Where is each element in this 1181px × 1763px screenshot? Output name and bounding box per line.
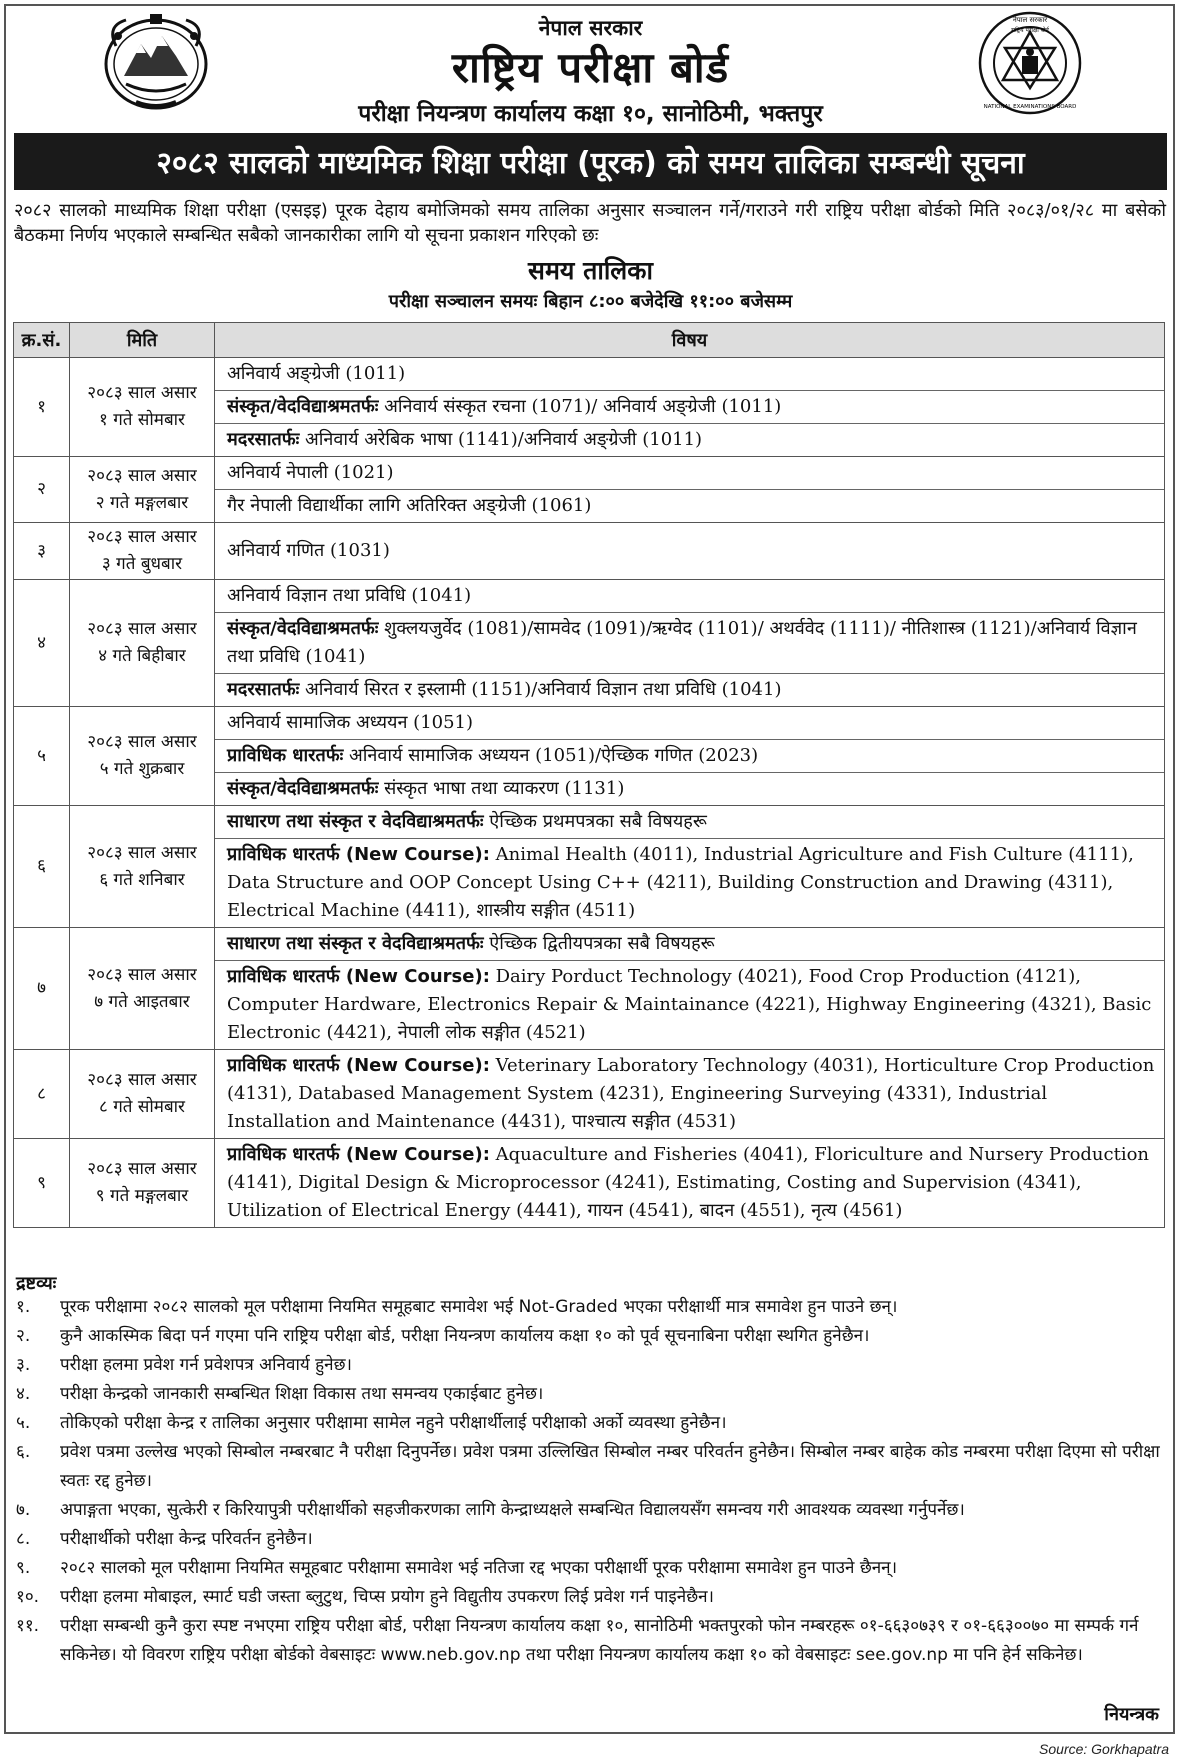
note-item xyxy=(16,1438,1166,1496)
subject-line xyxy=(215,806,1164,839)
subject-stream-prefix: मदरसातर्फः xyxy=(227,679,300,700)
row-subjects xyxy=(215,1139,1165,1228)
row-serial: ४ xyxy=(14,580,70,707)
subject-text: अनिवार्य अङ्ग्रेजी (1011) xyxy=(227,363,406,384)
source-credit: Source: Gorkhapatra xyxy=(1039,1741,1169,1757)
subject-line xyxy=(215,674,1164,706)
subject-line xyxy=(215,535,1164,567)
date-line-2: ९ गते मङ्गलबार xyxy=(95,1186,189,1206)
subject-stream-prefix: संस्कृत/वेदविद्याश्रमतर्फः xyxy=(227,396,379,417)
notice-banner: २०८२ सालको माध्यमिक शिक्षा परीक्षा (पूरक) को समय तालिका सम्बन्धी सूचना xyxy=(14,133,1167,190)
note-item xyxy=(16,1525,1166,1554)
header-subject: विषय xyxy=(215,323,1165,358)
note-text: २०८२ सालको मूल परीक्षामा नियमित समूहबाट परीक्षामा समावेश भई नतिजा रद्द भएका परीक्षार्थी पूरक परीक्षामा समावेश हुन पाउने छैनन्। xyxy=(60,1558,898,1578)
note-number: २. xyxy=(16,1326,31,1346)
note-item xyxy=(16,1612,1166,1670)
subject-stream-prefix: प्राविधिक धारतर्फ (New Course): xyxy=(227,1055,490,1076)
note-text: परीक्षा केन्द्रको जानकारी सम्बन्धित शिक्षा विकास तथा समन्वय एकाईबाट हुनेछ। xyxy=(60,1384,544,1404)
note-text: अपाङ्गता भएका, सुत्केरी र किरियापुत्री परीक्षार्थीको सहजीकरणका लागि केन्द्राध्यक्षले सम्बन्धित विद्यालयसँग समन्वय गरी आवश्यक व्यवस्था गर्नुपर्नेछ। xyxy=(60,1500,965,1520)
date-line-2: १ गते सोमबार xyxy=(98,410,186,430)
date-line-1: २०८३ साल असार xyxy=(87,964,197,985)
note-text: तोकिएको परीक्षा केन्द्र र तालिका अनुसार परीक्षामा सामेल नहुने परीक्षार्थीलाई परीक्षाको अर्को व्यवस्था हुनेछैन। xyxy=(60,1413,727,1433)
row-subjects xyxy=(215,806,1165,928)
subject-stream-prefix: साधारण तथा संस्कृत र वेदविद्याश्रमतर्फः xyxy=(227,811,484,832)
subject-line xyxy=(215,961,1164,1049)
note-number: ११. xyxy=(16,1616,40,1636)
date-line-2: ६ गते शनिबार xyxy=(99,869,185,890)
note-item xyxy=(16,1380,1166,1409)
note-text: परीक्षार्थीको परीक्षा केन्द्र परिवर्तन हुनेछैन। xyxy=(60,1529,313,1549)
table-row xyxy=(14,1139,1165,1228)
note-number: १. xyxy=(16,1297,31,1317)
subject-text: Aquaculture and Fisheries (4041), Floriculture and Nursery Production (4141), Digital Design & Microprocessor (4241), Estimating, Costing and Supervision (4341), Utilization of Electrical Energy (4441), गायन (4541), बादन (4551), नृत्य (4561) xyxy=(227,1144,1150,1221)
date-line-1: २०८३ साल असार xyxy=(87,619,197,639)
date-line-1: २०८३ साल असार xyxy=(87,1070,197,1090)
date-line-1: २०८३ साल असार xyxy=(87,527,197,547)
row-serial: ९ xyxy=(14,1139,70,1228)
subject-line xyxy=(215,773,1164,805)
note-text: परीक्षा हलमा प्रवेश गर्न प्रवेशपत्र अनिवार्य हुनेछ। xyxy=(60,1355,352,1375)
date-line-2: ४ गते बिहीबार xyxy=(98,646,186,666)
subject-line xyxy=(215,490,1164,522)
row-serial: १ xyxy=(14,358,70,457)
table-row xyxy=(14,358,1165,457)
row-serial: ८ xyxy=(14,1050,70,1139)
table-row xyxy=(14,523,1165,580)
subject-text: शुक्लयजुर्वेद (1081)/सामवेद (1091)/ऋग्वेद (1101)/ अथर्ववेद (1111)/ नीतिशास्त्र (1121)/अनिवार्य विज्ञान तथा प्रविधि (1041) xyxy=(227,618,1137,667)
row-subjects xyxy=(215,457,1165,523)
note-item xyxy=(16,1351,1166,1380)
subject-line xyxy=(215,839,1164,927)
intro-paragraph: २०८२ सालको माध्यमिक शिक्षा परीक्षा (एसइइ) पूरक देहाय बमोजिमको समय तालिका अनुसार सञ्चालन गर्ने/गराउने गरी राष्ट्रिय परीक्षा बोर्डको मिति २०८३/०१/२८ मा बसेको बैठकमा निर्णय भएकाले सम्बन्धित सबैको जानकारीका लागि यो सूचना प्रकाशन गरिएको छः xyxy=(14,200,1166,246)
date-line-2: ३ गते बुधबार xyxy=(101,554,183,574)
header-sn: क्र.सं. xyxy=(14,323,70,358)
row-subjects xyxy=(215,1050,1165,1139)
government-title: नेपाल सरकार xyxy=(538,16,643,40)
note-number: १०. xyxy=(16,1587,40,1607)
row-date xyxy=(70,580,215,707)
note-item xyxy=(16,1293,1166,1322)
subject-stream-prefix: मदरसातर्फः xyxy=(227,429,300,450)
date-line-1: २०८३ साल असार xyxy=(87,383,197,403)
row-date xyxy=(70,358,215,457)
subject-text: ऐच्छिक द्वितीयपत्रका सबै विषयहरू xyxy=(483,933,715,954)
schedule-title: समय तालिका xyxy=(528,256,653,285)
date-line-2: ८ गते सोमबार xyxy=(98,1097,186,1117)
row-date xyxy=(70,707,215,806)
row-date xyxy=(70,457,215,523)
row-serial: ५ xyxy=(14,707,70,806)
date-line-1: २०८३ साल असार xyxy=(87,842,197,863)
subject-text: गैर नेपाली विद्यार्थीका लागि अतिरिक्त अङ्ग्रेजी (1061) xyxy=(227,495,592,516)
subject-line xyxy=(215,613,1164,674)
row-subjects xyxy=(215,358,1165,457)
schedule-table xyxy=(13,322,1165,1228)
row-subjects xyxy=(215,707,1165,806)
subject-text: अनिवार्य संस्कृत रचना (1071)/ अनिवार्य अङ्ग्रेजी (1011) xyxy=(378,396,782,417)
subject-text: अनिवार्य नेपाली (1021) xyxy=(227,462,394,483)
note-text: प्रवेश पत्रमा उल्लेख भएको सिम्बोल नम्बरबाट नै परीक्षा दिनुपर्नेछ। प्रवेश पत्रमा उल्लिखित सिम्बोल नम्बर परिवर्तन हुनेछैन। सिम्बोल नम्बर बाहेक कोड नम्बरमा परीक्षा दिएमा सो परीक्षा स्वतः रद्द हुनेछ। xyxy=(60,1442,1160,1491)
subject-text: ऐच्छिक प्रथमपत्रका सबै विषयहरू xyxy=(483,811,707,832)
row-subjects xyxy=(215,523,1165,580)
table-row xyxy=(14,707,1165,806)
note-number: ७. xyxy=(16,1500,31,1520)
note-item xyxy=(16,1583,1166,1612)
subject-stream-prefix: प्राविधिक धारतर्फ (New Course): xyxy=(227,1144,490,1165)
note-number: ९. xyxy=(16,1558,31,1578)
note-number: ८. xyxy=(16,1529,31,1549)
seal-ring-text: NATIONAL EXAMINATIONS BOARD xyxy=(983,104,1077,110)
row-date xyxy=(70,806,215,928)
subject-stream-prefix: प्राविधिक धारतर्फः xyxy=(227,745,344,766)
signature-title: नियन्त्रक xyxy=(1104,1704,1159,1725)
table-row xyxy=(14,928,1165,1050)
subject-stream-prefix: साधारण तथा संस्कृत र वेदविद्याश्रमतर्फः xyxy=(227,933,484,954)
note-item xyxy=(16,1409,1166,1438)
row-date xyxy=(70,1050,215,1139)
subject-text: संस्कृत भाषा तथा व्याकरण (1131) xyxy=(378,778,625,799)
subject-text: अनिवार्य सामाजिक अध्ययन (1051)/ऐच्छिक गणित (2023) xyxy=(343,745,759,766)
note-text: कुनै आकस्मिक बिदा पर्न गएमा पनि राष्ट्रिय परीक्षा बोर्ड, परीक्षा नियन्त्रण कार्यालय कक्षा १० को पूर्व सूचनाबिना परीक्षा स्थगित हुनेछैन। xyxy=(60,1326,870,1346)
header-date: मिति xyxy=(70,323,215,358)
subject-stream-prefix: संस्कृत/वेदविद्याश्रमतर्फः xyxy=(227,618,379,639)
note-number: ४. xyxy=(16,1384,31,1404)
subject-line xyxy=(215,928,1164,961)
subject-line xyxy=(215,1139,1164,1227)
subject-line xyxy=(215,457,1164,490)
subject-stream-prefix: प्राविधिक धारतर्फ (New Course): xyxy=(227,966,490,987)
subject-text: Dairy Porduct Technology (4021), Food Crop Production (4121), Computer Hardware, Electronics Repair & Maintainance (4221), Highway Engineering (4321), Basic Electronic (4421), नेपाली लोक सङ्गीत (4521) xyxy=(227,966,1152,1043)
subject-line xyxy=(215,424,1164,456)
seal-top-text: नेपाल सरकार xyxy=(1012,16,1048,24)
note-item xyxy=(16,1554,1166,1583)
date-line-1: २०८३ साल असार xyxy=(87,1159,197,1179)
note-text: पूरक परीक्षामा २०८२ सालको मूल परीक्षामा नियमित समूहबाट समावेश भई Not-Graded भएका परीक्षार्थी मात्र समावेश हुन पाउने छन्। xyxy=(60,1297,898,1317)
subject-text: अनिवार्य गणित (1031) xyxy=(227,540,390,561)
office-subtitle: परीक्षा नियन्त्रण कार्यालय कक्षा १०, सानोठिमी, भक्तपुर xyxy=(358,101,823,127)
row-serial: ३ xyxy=(14,523,70,580)
subject-line xyxy=(215,707,1164,740)
note-item xyxy=(16,1496,1166,1525)
subject-line xyxy=(215,358,1164,391)
row-date xyxy=(70,928,215,1050)
subject-line xyxy=(215,1050,1164,1138)
table-row xyxy=(14,457,1165,523)
table-row xyxy=(14,1050,1165,1139)
date-line-1: २०८३ साल असार xyxy=(87,732,197,752)
note-number: ६. xyxy=(16,1442,31,1462)
note-text: परीक्षा हलमा मोबाइल, स्मार्ट घडी जस्ता ब्लुटुथ, चिप्स प्रयोग हुने विद्युतीय उपकरण लिई प्रवेश गर्न पाइनेछैन। xyxy=(60,1587,715,1607)
table-header-row xyxy=(14,323,1165,358)
row-date xyxy=(70,1139,215,1228)
subject-stream-prefix: संस्कृत/वेदविद्याश्रमतर्फः xyxy=(227,778,379,799)
date-line-2: ५ गते शुक्रबार xyxy=(99,759,185,779)
subject-line xyxy=(215,391,1164,424)
notes-list xyxy=(16,1293,1166,1670)
note-item xyxy=(16,1322,1166,1351)
board-title: राष्ट्रिय परीक्षा बोर्ड xyxy=(451,43,730,92)
date-line-2: २ गते मङ्गलबार xyxy=(95,492,189,513)
table-row xyxy=(14,580,1165,707)
note-number: ५. xyxy=(16,1413,31,1433)
table-row xyxy=(14,806,1165,928)
notes-heading: द्रष्टव्यः xyxy=(16,1273,57,1294)
schedule-time: परीक्षा सञ्चालन समयः बिहान ८:०० बजेदेखि ११:०० बजेसम्म xyxy=(388,291,793,312)
subject-text: अनिवार्य सिरत र इस्लामी (1151)/अनिवार्य विज्ञान तथा प्रविधि (1041) xyxy=(299,679,782,700)
row-date xyxy=(70,523,215,580)
row-serial: ६ xyxy=(14,806,70,928)
note-text: परीक्षा सम्बन्धी कुनै कुरा स्पष्ट नभएमा राष्ट्रिय परीक्षा बोर्ड, परीक्षा नियन्त्रण कार्यालय कक्षा १०, सानोठिमी भक्तपुरको फोन नम्बरहरू ०१-६६३०७३९ र ०१-६६३००७० मा सम्पर्क गर्न सकिनेछ। यो विवरण राष्ट्रिय परीक्षा बोर्डको वेबसाइटः www.neb.gov.np तथा परीक्षा नियन्त्रण कार्यालय कक्षा १० को वेबसाइटः see.gov.np मा पनि हेर्न सकिनेछ। xyxy=(60,1616,1139,1665)
row-serial: २ xyxy=(14,457,70,523)
row-serial: ७ xyxy=(14,928,70,1050)
subject-stream-prefix: प्राविधिक धारतर्फ (New Course): xyxy=(227,844,490,865)
date-line-1: २०८३ साल असार xyxy=(87,465,197,486)
note-number: ३. xyxy=(16,1355,31,1375)
subject-text: अनिवार्य सामाजिक अध्ययन (1051) xyxy=(227,712,474,733)
date-line-2: ७ गते आइतबार xyxy=(94,991,190,1012)
row-subjects xyxy=(215,928,1165,1050)
subject-text: अनिवार्य विज्ञान तथा प्रविधि (1041) xyxy=(227,585,472,606)
subject-text: Animal Health (4011), Industrial Agriculture and Fish Culture (4111), Data Structure and OOP Concept Using C++ (4211), Building Construction and Drawing (4311), Electrical Machine (4411), शास्त्रीय सङ्गीत (4511) xyxy=(227,844,1134,921)
subject-text: Veterinary Laboratory Technology (4031), Horticulture Crop Production (4131), Databased Management System (4231), Engineering Surveying (4331), Industrial Installation and Maintenance (4431), पाश्चात्य सङ्गीत (4531) xyxy=(227,1055,1155,1132)
subject-text: अनिवार्य अरेबिक भाषा (1141)/अनिवार्य अङ्ग्रेजी (1011) xyxy=(299,429,703,450)
row-subjects xyxy=(215,580,1165,707)
subject-line xyxy=(215,580,1164,613)
seal-mid-text: राष्ट्रिय परीक्षा बोर्ड xyxy=(1011,27,1049,34)
subject-line xyxy=(215,740,1164,773)
